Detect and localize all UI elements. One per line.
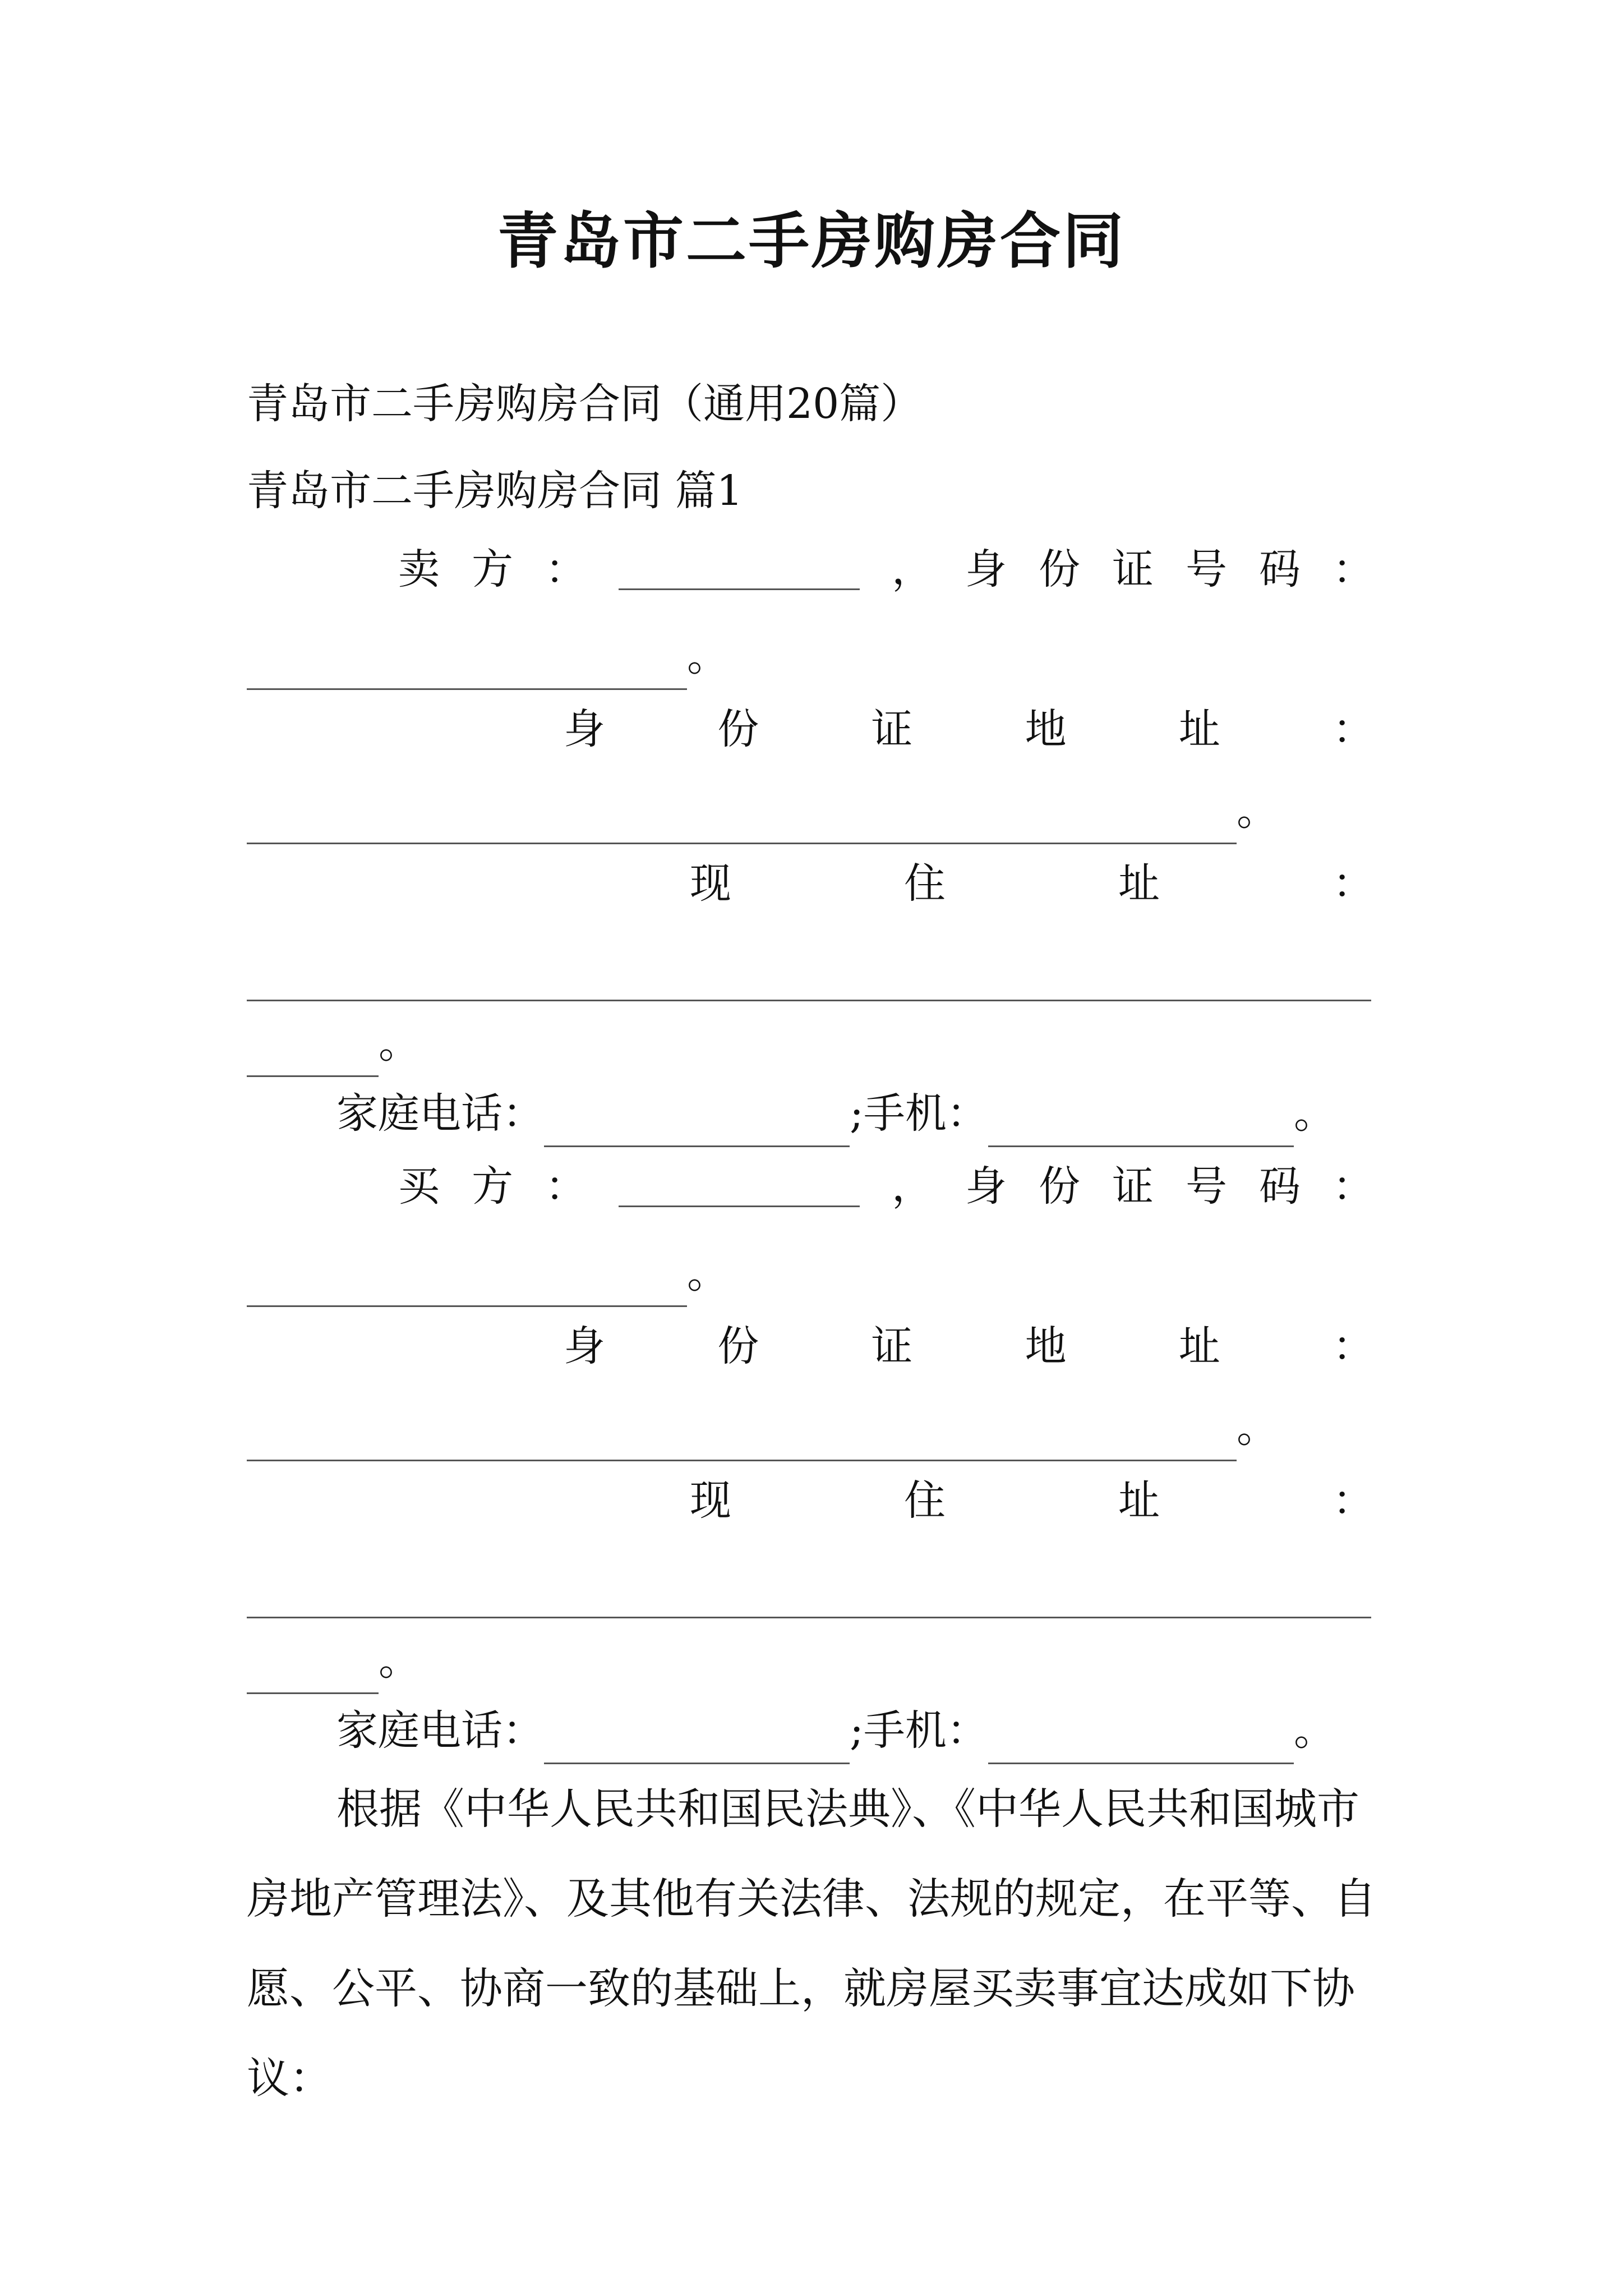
buyer-row — [398, 1153, 1374, 1220]
seller-label-char: 方 — [472, 545, 513, 593]
buyer-id-number-field[interactable] — [247, 1266, 687, 1307]
period: 。 — [1237, 1404, 1278, 1452]
current-address-char: 住 — [904, 859, 946, 908]
seller-id-number-row — [247, 623, 1374, 690]
buyer-id-address-row — [247, 1394, 1374, 1461]
document-subtitle: 青岛市二手房购房合同（通用20篇） — [247, 380, 923, 428]
id-label-char: 证 — [1112, 1162, 1154, 1211]
seller-current-address-row-2 — [247, 1010, 1374, 1077]
id-address-char: 地 — [1025, 1322, 1067, 1370]
period: 。 — [1293, 1089, 1335, 1138]
seller-current-address-row-1 — [247, 934, 1374, 1001]
buyer-label-char: 买 — [398, 1162, 440, 1211]
buyer-current-address-row-1 — [247, 1551, 1374, 1618]
seller-row — [398, 536, 1374, 603]
mobile-label: ;手机： — [850, 1706, 988, 1755]
seller-id-number-field[interactable] — [247, 649, 687, 690]
buyer-id-address-field[interactable] — [247, 1420, 1237, 1461]
buyer-label-char: 方 — [472, 1162, 513, 1211]
seller-label-char: ： — [545, 545, 587, 593]
seller-id-address-row — [247, 777, 1374, 844]
section-heading: 青岛市二手房购房合同 篇1 — [247, 467, 743, 515]
buyer-mobile-field[interactable] — [988, 1723, 1294, 1764]
mobile-label: ;手机： — [850, 1089, 988, 1138]
seller-id-address-label-row — [564, 696, 1374, 763]
intro-paragraph: 根据《中华人民共和国民法典》、《中华人民共和国城市房地产管理法》、及其他有关法律、法规的规定，在平等、自愿、公平、协商一致的基础上，就房屋买卖事宜达成如下协议： — [247, 1784, 1376, 2103]
seller-phone-row — [336, 1080, 1464, 1147]
period: 。 — [1293, 1706, 1335, 1755]
current-address-char: 址 — [1118, 1476, 1160, 1525]
current-address-char: 住 — [904, 1476, 946, 1525]
id-address-char: 证 — [871, 705, 913, 753]
id-label-char: ： — [1332, 1162, 1374, 1211]
id-label-char: 码 — [1259, 1162, 1301, 1211]
buyer-id-address-label-row — [564, 1313, 1374, 1380]
id-address-char: ： — [1332, 705, 1374, 753]
id-address-char: 地 — [1025, 705, 1067, 753]
period: 。 — [687, 632, 728, 680]
current-address-char: 现 — [690, 859, 731, 908]
period: 。 — [379, 1636, 420, 1685]
buyer-id-number-row — [247, 1240, 1374, 1307]
buyer-current-address-label-row — [690, 1467, 1374, 1534]
seller-mobile-field[interactable] — [988, 1106, 1294, 1147]
seller-id-address-field[interactable] — [247, 803, 1237, 844]
seller-current-address-label-row — [690, 850, 1374, 917]
id-address-char: 址 — [1178, 1322, 1220, 1370]
buyer-phone-row — [336, 1697, 1464, 1764]
id-label-char: 身 — [965, 545, 1007, 593]
seller-home-phone-field[interactable] — [544, 1106, 850, 1147]
buyer-home-phone-field[interactable] — [544, 1723, 850, 1764]
period: 。 — [1237, 786, 1278, 835]
id-label-char: ， — [892, 1162, 933, 1211]
home-phone-label: 家庭电话： — [336, 1089, 544, 1138]
document-title: 青岛市二手房购房合同 — [497, 206, 1126, 277]
id-address-char: ： — [1332, 1322, 1374, 1370]
id-label-char: 号 — [1186, 545, 1227, 593]
seller-name-field[interactable] — [619, 549, 860, 590]
id-address-char: 份 — [717, 705, 759, 753]
id-label-char: 份 — [1039, 545, 1080, 593]
id-label-char: ： — [1332, 545, 1374, 593]
id-address-char: 身 — [564, 1322, 605, 1370]
id-address-char: 身 — [564, 705, 605, 753]
seller-current-address-field-cont[interactable] — [247, 1036, 379, 1077]
id-address-char: 份 — [717, 1322, 759, 1370]
id-label-char: ， — [892, 545, 933, 593]
home-phone-label: 家庭电话： — [336, 1706, 544, 1755]
current-address-char: ： — [1332, 1476, 1374, 1525]
period: 。 — [379, 1019, 420, 1068]
id-label-char: 码 — [1259, 545, 1301, 593]
current-address-char: 现 — [690, 1476, 731, 1525]
seller-current-address-field[interactable] — [247, 960, 1371, 1001]
buyer-name-field[interactable] — [619, 1166, 860, 1207]
current-address-char: ： — [1332, 859, 1374, 908]
period: 。 — [687, 1249, 728, 1297]
buyer-current-address-field-cont[interactable] — [247, 1653, 379, 1694]
buyer-label-char: ： — [545, 1162, 587, 1211]
id-address-char: 址 — [1178, 705, 1220, 753]
id-label-char: 号 — [1186, 1162, 1227, 1211]
id-label-char: 份 — [1039, 1162, 1080, 1211]
buyer-current-address-row-2 — [247, 1627, 1374, 1694]
seller-label-char: 卖 — [398, 545, 440, 593]
buyer-current-address-field[interactable] — [247, 1577, 1371, 1618]
id-address-char: 证 — [871, 1322, 913, 1370]
current-address-char: 址 — [1118, 859, 1160, 908]
id-label-char: 身 — [965, 1162, 1007, 1211]
id-label-char: 证 — [1112, 545, 1154, 593]
